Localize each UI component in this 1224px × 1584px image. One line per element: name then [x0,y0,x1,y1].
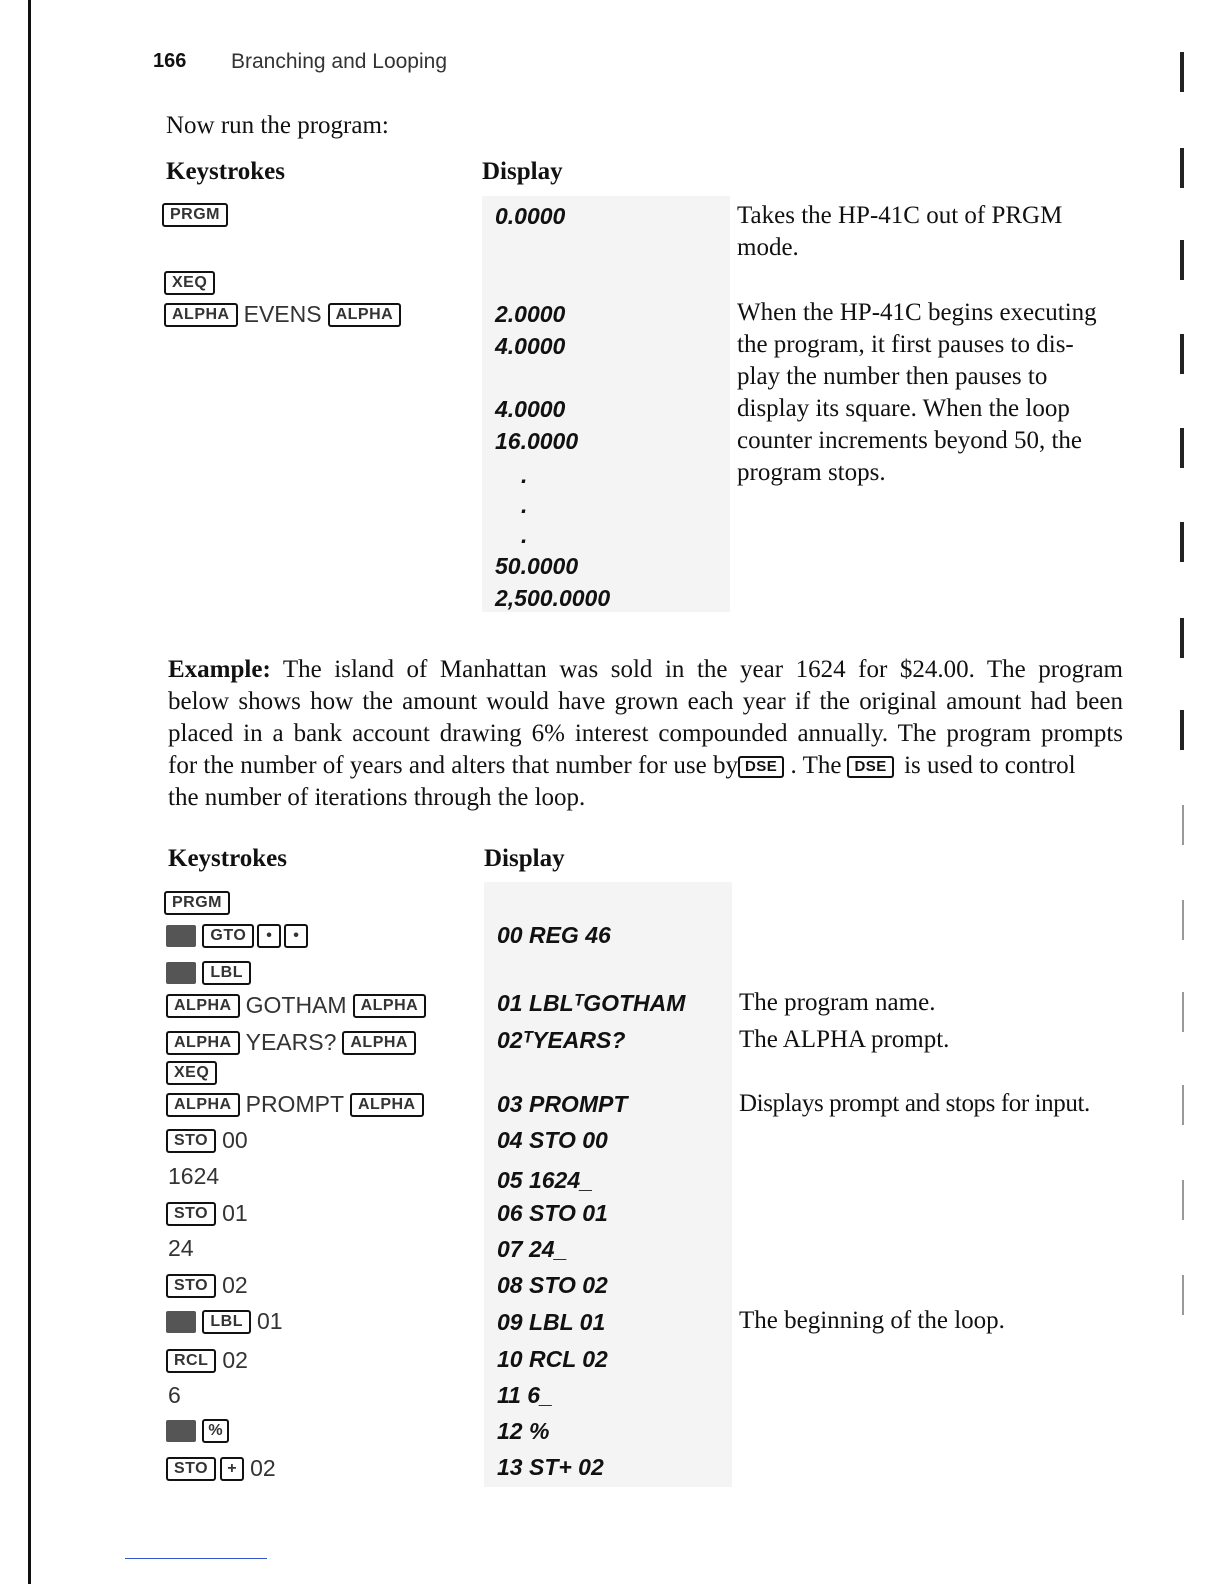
dot-key[interactable]: • [257,924,281,948]
scan-edge-mark [1180,240,1184,280]
plus-key[interactable]: + [220,1457,244,1481]
intro-text: Now run the program: [166,112,389,139]
keystroke-row [164,268,215,295]
shift-key[interactable] [166,925,196,947]
display-value: 2.0000 [495,301,566,327]
keystroke-row: STO 00 [166,1126,254,1154]
scan-edge-mark [1182,805,1184,845]
keystroke-row [166,958,251,985]
xeq-key[interactable]: XEQ [164,271,215,295]
shift-key[interactable] [166,1420,196,1442]
number-entry: 24 [168,1235,194,1261]
xeq-key[interactable]: XEQ [166,1061,217,1085]
gto-key[interactable]: GTO [202,924,254,948]
ellipsis-dot: . [521,462,528,488]
keystroke-row: STO + 02 [166,1454,282,1482]
display-value: 03 PROMPT [497,1091,628,1117]
display-value: 04 STO 00 [497,1127,608,1153]
description-text: Takes the HP-41C out of PRGM mode. [737,202,1063,261]
lbl-key[interactable]: LBL [202,961,251,985]
footer-rule [125,1558,267,1559]
sto-key[interactable]: STO [166,1129,216,1153]
display-heading: Display [482,158,563,185]
display-value: 07 24_ [497,1236,568,1262]
scan-edge-mark [1182,992,1184,1032]
display-value: 00 REG 46 [497,922,611,948]
display-value: 10 RCL 02 [497,1346,608,1372]
dse-key[interactable]: DSE [847,756,893,778]
keystroke-row [164,300,401,328]
description-text: Displays prompt and stops for input. [739,1090,1090,1117]
alpha-key[interactable]: ALPHA [166,1093,240,1117]
sto-key[interactable]: STO [166,1202,216,1226]
page-left-border [28,0,31,1584]
keystroke-row [168,1163,219,1190]
scan-edge-mark [1180,428,1184,468]
alpha-key[interactable]: ALPHA [350,1093,424,1117]
alpha-key[interactable]: ALPHA [164,303,238,327]
display-value: 01 LBLᵀGOTHAM [497,990,686,1016]
display-value: 06 STO 01 [497,1200,608,1226]
alpha-key[interactable]: ALPHA [342,1031,416,1055]
alpha-text: EVENS [243,301,322,328]
alpha-key[interactable]: ALPHA [353,994,427,1018]
alpha-text: YEARS? [245,1029,337,1056]
keystroke-row [168,1235,194,1262]
display-value: 4.0000 [495,333,566,359]
display-value: 13 ST+ 02 [497,1454,604,1480]
ellipsis-dot: . [521,492,528,518]
keystroke-row: STO 01 [166,1199,254,1227]
description-text: When the HP-41C begins executing the program, it first pauses to dis- play the number then pauses to display its square. When the loop counter increments beyond 50, the program stops. [737,299,1097,486]
keystrokes-heading: Keystrokes [166,158,285,185]
scan-edge-mark [1182,1275,1184,1315]
page-number: 166 [153,50,187,72]
display-heading: Display [484,845,565,872]
display-value: 4.0000 [495,396,566,422]
alpha-key[interactable]: ALPHA [328,303,402,327]
keystrokes-heading: Keystrokes [168,845,287,872]
scan-edge-mark [1180,52,1184,92]
display-value: 02ᵀYEARS? [497,1027,626,1053]
keystroke-row [168,1382,181,1409]
scan-edge-mark [1182,900,1184,940]
description-text: The beginning of the loop. [739,1307,1005,1334]
keystroke-row [166,921,308,948]
shift-key[interactable] [166,962,196,984]
keystroke-row: LBL 01 [166,1307,289,1335]
display-value: 11 6_ [497,1382,553,1408]
scan-edge-mark [1180,710,1184,750]
example-label: Example: [168,656,271,683]
keystroke-row [166,1416,229,1443]
description-text: The program name. [739,989,936,1016]
display-value: 16.0000 [495,428,579,454]
shift-key[interactable] [166,1311,196,1333]
display-value: 05 1624_ [497,1167,593,1193]
keystroke-row: RCL 02 [166,1346,254,1374]
prgm-key[interactable]: PRGM [164,891,230,915]
prgm-key[interactable]: PRGM [162,203,228,227]
scan-edge-mark [1180,618,1184,658]
sto-key[interactable]: STO [166,1274,216,1298]
display-value: 0.0000 [495,203,566,229]
scan-edge-mark [1182,1085,1184,1125]
lbl-key[interactable]: LBL [202,1310,251,1334]
dse-key[interactable]: DSE [738,756,784,778]
keystroke-row [166,1090,424,1118]
scan-edge-mark [1182,1180,1184,1220]
section-title: Branching and Looping [231,50,448,73]
scan-edge-mark [1180,334,1184,374]
alpha-key[interactable]: ALPHA [166,1031,240,1055]
rcl-key[interactable]: RCL [166,1349,216,1373]
keystroke-row [162,200,228,227]
ellipsis-dot: . [521,522,528,548]
display-value: 2,500.0000 [495,585,611,611]
display-value: 12 % [497,1418,550,1444]
alpha-key[interactable]: ALPHA [166,994,240,1018]
keystroke-row [164,888,230,915]
example-paragraph: Example: The island of Manhattan was sold in the year 1624 for $24.00. The program below shows how the amount would have grown each year if the original amount had been placed in a bank account drawing 6% interest compounded annually. The program prompts for the number of years and alters that number for use by DSE . The DSE is used to control the number of iterations through the loop. [168,656,1123,811]
description-text: The ALPHA prompt. [739,1026,950,1053]
display-value: 09 LBL 01 [497,1309,606,1335]
scan-edge-mark [1180,522,1184,562]
sto-key[interactable]: STO [166,1457,216,1481]
dot-key[interactable]: • [284,924,308,948]
keystroke-row [166,1058,217,1085]
percent-key[interactable]: % [202,1419,229,1443]
keystroke-row: STO 02 [166,1271,254,1299]
display-value: 50.0000 [495,553,579,579]
alpha-text: GOTHAM [245,992,347,1019]
number-entry: 6 [168,1382,181,1408]
scan-edge-mark [1180,148,1184,188]
keystroke-row [166,991,426,1019]
keystroke-row [166,1028,416,1056]
alpha-text: PROMPT [245,1091,344,1118]
display-value: 08 STO 02 [497,1272,608,1298]
number-entry: 1624 [168,1163,220,1189]
